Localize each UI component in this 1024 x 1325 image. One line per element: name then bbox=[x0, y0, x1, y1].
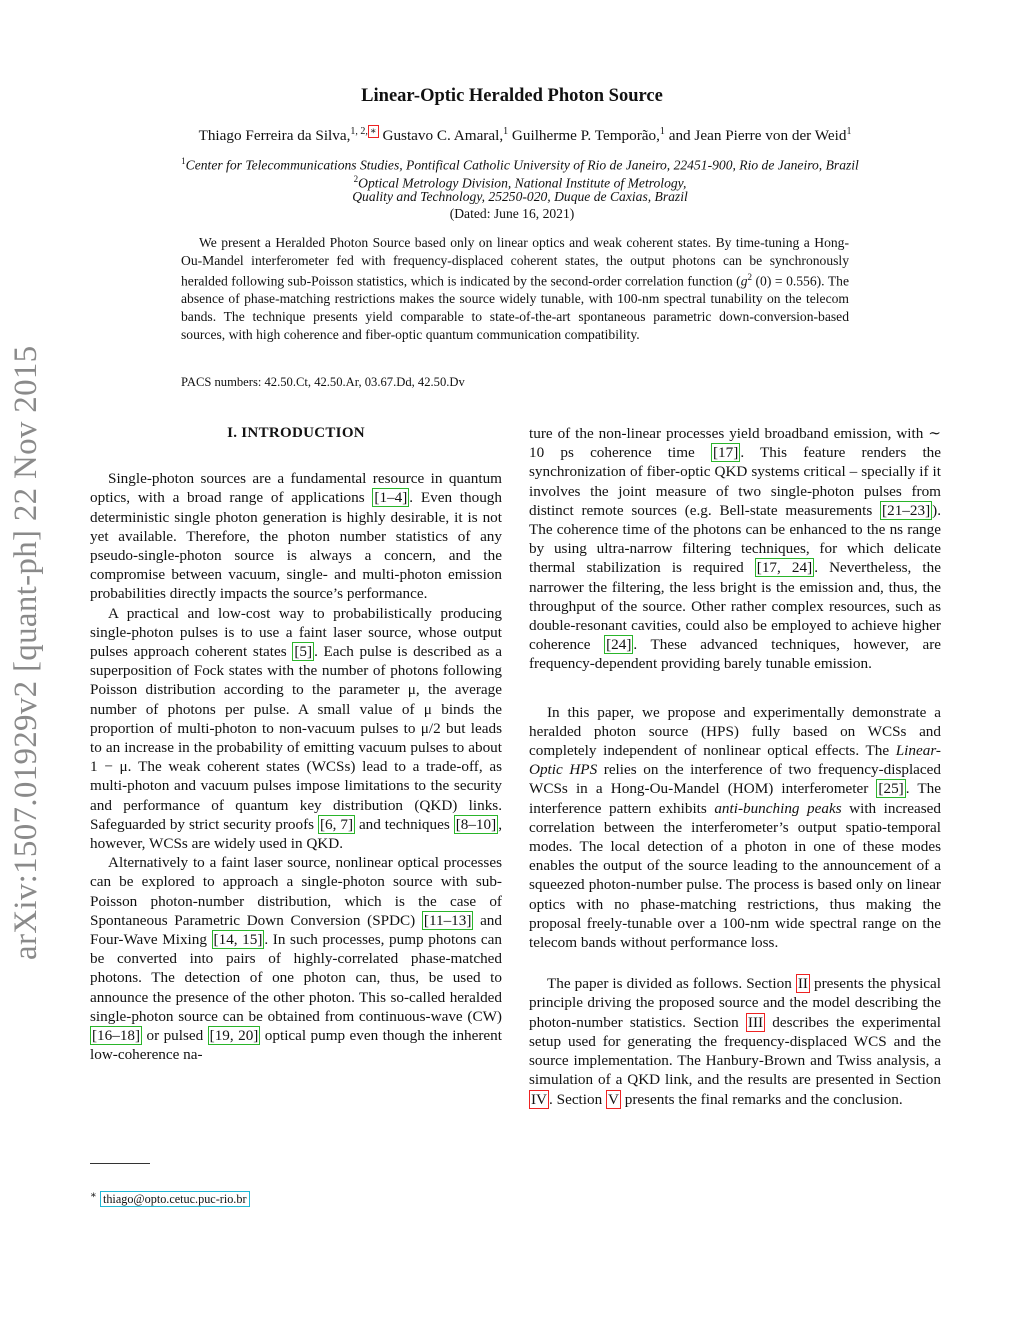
citation-link[interactable]: [17, 24] bbox=[756, 559, 813, 577]
affiliation-2-line-2: Quality and Technology, 25250-020, Duque de Caxias, Brazil bbox=[352, 189, 688, 204]
citation-link[interactable]: [19, 20] bbox=[209, 1027, 259, 1045]
author-list bbox=[90, 126, 960, 145]
email-link[interactable]: thiago@opto.cetuc.puc-rio.br bbox=[100, 1191, 250, 1207]
math-value: (0) = 0.556 bbox=[752, 273, 817, 289]
section-link[interactable]: II bbox=[797, 975, 808, 993]
section-link[interactable]: IV bbox=[531, 1090, 548, 1108]
affiliation-marker: 1 bbox=[181, 156, 186, 166]
citation-link[interactable]: [21–23] bbox=[882, 501, 931, 519]
affiliation-marker: 1 bbox=[503, 126, 509, 137]
section-link[interactable]: V bbox=[607, 1090, 619, 1108]
affiliation-text: Center for Telecommunications Studies, Pontifical Catholic University of Rio de Janeiro, 22451-900, Rio de Janeiro, Brazil bbox=[185, 157, 859, 173]
math-superscript: 2 bbox=[747, 272, 753, 283]
affiliation-marker: 1 bbox=[846, 126, 852, 137]
citation-link[interactable]: [11–13] bbox=[423, 911, 472, 929]
arxiv-identifier-stamp: arXiv:1507.01929v2 [quant-ph] 22 Nov 2015 bbox=[8, 345, 44, 960]
right-column bbox=[529, 424, 941, 1109]
paper-title: Linear-Optic Heralded Photon Source bbox=[361, 86, 663, 106]
paragraph: A practical and low-cost way to probabilistically producing single-photon pulses is to use a faint laser source, whose output pulses approach coherent states [5] . Each pulse is described as a superposition of Fock states with the number of photons following Poisson distribution according to the parameter μ, the average number of photons per pulse. A small value of μ binds the proportion of multi-photon to non-vacuum pulses to μ/2 but leads to an increase in the probability of emitting vacuum pulses to about 1 − μ. The weak coherent states (WCSs) lead to a trade-off, as multi-photon and vacuum pulses impose limitations to the security and performance of quantum key distribution (QKD) links. Safeguarded by strict security proofs [6, 7] and techniques [8–10] , however, WCSs are widely used in QKD. bbox=[90, 604, 503, 853]
paragraph: In this paper, we propose and experimentally demonstrate a heralded photon source (HPS) fully based on WCSs and completely independent of nonlinear optical effects. The Linear-Optic HPS relies on the interference of two frequency-displaced WCSs in a Hong-Ou-Mandel (HOM) interferometer [25] . The interference pattern exhibits anti-bunching peaks with increased correlation between the interferometer’s output spatio-temporal modes. The local detection of a photon in one of these modes enables the output of the source leading to the announcement of a squeezed photon-number pulse. The process is based only on linear optics with no phase-matching restrictions, thus making the proposal freely-tunable over a 100-nm wide spectral range on the telecom bands without performance loss. bbox=[529, 703, 942, 952]
footnote-divider bbox=[90, 1163, 150, 1164]
affiliation-marker: 1, 2, bbox=[350, 126, 368, 137]
abstract-text: We present a Heralded Photon Source based only on linear optics and weak coherent states. By time-tuning a Hong-Ou-Mandel interferometer fed with frequency-displaced coherent states, the output photons can be synchronously heralded following sub-Poisson statistics, which is indicated by the second-order correlation function ( bbox=[181, 235, 849, 289]
section-heading: I. INTRODUCTION bbox=[227, 425, 365, 441]
abstract bbox=[181, 234, 849, 343]
author-name: Gustavo C. Amaral, bbox=[378, 127, 504, 145]
affiliation-marker: 1 bbox=[659, 126, 665, 137]
citation-link[interactable]: [6, 7] bbox=[319, 815, 354, 833]
footnote bbox=[90, 1190, 250, 1207]
citation-link[interactable]: [1–4] bbox=[374, 489, 408, 507]
author-name: Guilherme P. Temporão, bbox=[508, 127, 660, 145]
pacs-numbers: PACS numbers: 42.50.Ct, 42.50.Ar, 03.67.Dd, 42.50.Dv bbox=[181, 375, 465, 389]
citation-link[interactable]: [5] bbox=[294, 643, 313, 661]
citation-link[interactable]: [8–10] bbox=[455, 815, 497, 833]
abstract-text: ). The absence of phase-matching restrictions makes the source widely tunable, with 100-nm spectral tunability on the telecom bands. The technique presents yield comparable to state-of-the-art spontaneous parametric down-conversion-based sources, with high coherence and fiber-optic quantum communication compatibility. bbox=[181, 273, 849, 342]
citation-link[interactable]: [17] bbox=[713, 444, 739, 462]
author-name: Thiago Ferreira da Silva, bbox=[198, 127, 351, 145]
citation-link[interactable]: [24] bbox=[606, 636, 632, 654]
affiliation-text: Optical Metrology Division, National Institute of Metrology, bbox=[358, 175, 687, 191]
paragraph: ture of the non-linear processes yield broadband emission, with ∼ 10 ps coherence time [17] . This feature renders the synchronization of fiber-optic QKD systems critical – specially if it involves the joint measure of two single-photon pulses from distinct remote sources (e.g. Bell-state measurements [21–23] ). The coherence time of the photons can be enhanced to the ns range by using ultra-narrow filtering techniques, for which delicate thermal stabilization is required [17, 24] . Nevertheless, the narrower the filtering, the less bright is the emission and, thus, the throughput of the source. Other rather complex resources, such as double-resonant cavities, could also be employed to achieve higher coherence [24] . These advanced techniques, however, are frequency-dependent providing barely tunable emission. bbox=[529, 425, 941, 673]
math-g: g bbox=[740, 273, 748, 289]
affiliation-marker: 2 bbox=[353, 174, 359, 184]
left-column bbox=[90, 424, 502, 1065]
citation-link[interactable]: [14, 15] bbox=[213, 931, 263, 949]
section-link[interactable]: III bbox=[747, 1013, 764, 1031]
footnote-marker: ∗ bbox=[90, 1190, 97, 1201]
citation-link[interactable]: [16–18] bbox=[92, 1027, 141, 1045]
paragraph: Alternatively to a faint laser source, nonlinear optical processes can be explored to approach a single-photon source with sub-Poisson photon-number distribution, which is the case of Spontaneous Parametric Down Conversion (SPDC) [11–13] and Four-Wave Mixing [14, 15] . In such processes, pump photons can be converted into pairs of highly-correlated phase-matched photons. The detection of one photon can, thus, be used to announce the presence of the other photon. This so-called heralded single-photon source can be obtained from continuous-wave (CW) [16–18] or pulsed [19, 20] optical pump even though the inherent low-coherence na- bbox=[90, 854, 502, 1064]
footnote-link[interactable]: ∗ bbox=[369, 126, 377, 137]
author-name: and Jean Pierre von der Weid bbox=[664, 127, 847, 145]
paragraph: Single-photon sources are a fundamental resource in quantum optics, with a broad range of applications [1–4] . Even though deterministic single photon generation is highly desirable, it is not yet available. Therefore, the photon number statistics of any pseudo-single-photon source is always a concern, and the compromise between vacuum, single- and multi-photon emission probabilities directly impacts the source’s performance. bbox=[90, 470, 502, 603]
dated-line: (Dated: June 16, 2021) bbox=[449, 206, 575, 221]
paragraph: The paper is divided as follows. Section II presents the physical principle driving the proposed source and the model describing the photon-number statistics. Section III describes the experimental setup used for generating the frequency-displaced WCS and the source implementation. The Hanbury-Brown and Twiss analysis, a simulation of a QKD link, and the results are presented in Section IV . Section V presents the final remarks and the conclusion. bbox=[529, 975, 942, 1108]
citation-link[interactable]: [25] bbox=[878, 780, 904, 798]
